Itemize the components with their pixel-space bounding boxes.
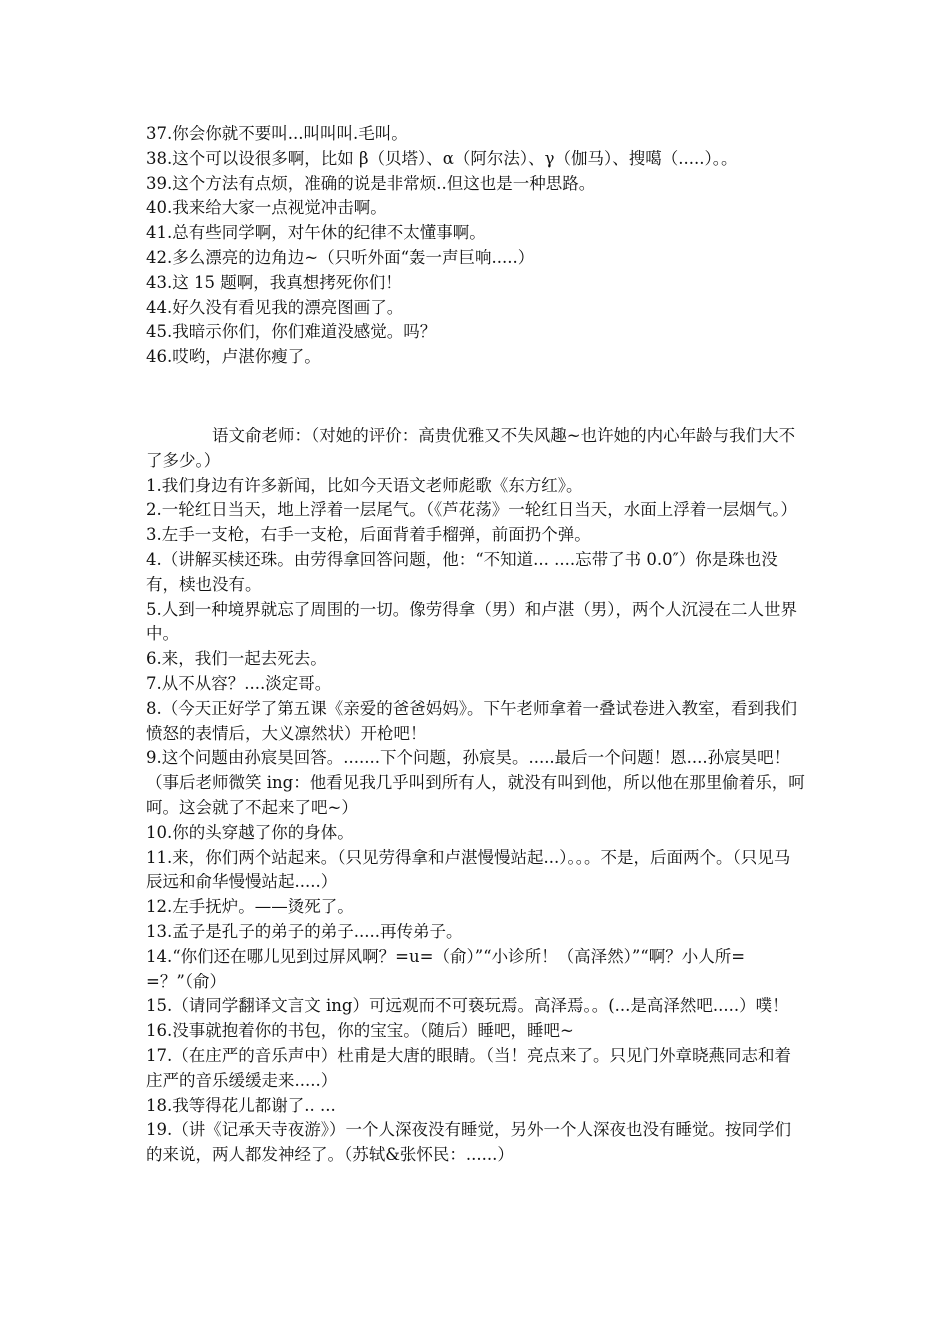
quote-line: 7.从不从容？....淡定哥。 <box>146 673 332 693</box>
quote-line: 1.我们身边有许多新闻，比如今天语文老师彪歌《东方红》。 <box>146 475 583 495</box>
quote-line: 4.（讲解买椟还珠。由劳得拿回答问题，他：“不知道... ....忘带了书 0.0″）你是珠也没有，椟也没有。 <box>146 549 778 594</box>
quote-line: 44.好久没有看见我的漂亮图画了。 <box>146 297 404 317</box>
quote-line: 5.人到一种境界就忘了周围的一切。像劳得拿（男）和卢湛（男），两个人沉浸在二人世界中。 <box>146 599 797 644</box>
quote-line: 40.我来给大家一点视觉冲击啊。 <box>146 198 387 218</box>
quote-line: 12.左手抚炉。——烫死了。 <box>146 897 354 917</box>
quote-line: 43.这 15 题啊，我真想拷死你们！ <box>146 272 402 292</box>
quote-line: 3.左手一支枪，右手一支枪，后面背着手榴弹，前面扔个弹。 <box>146 525 591 545</box>
quote-line: 39.这个方法有点烦，准确的说是非常烦..但这也是一种思路。 <box>146 173 596 193</box>
quote-line: 2.一轮红日当天，地上浮着一层尾气。（《芦花荡》一轮红日当天，水面上浮着一层烟气。） <box>146 500 797 520</box>
quote-line: 10.你的头穿越了你的身体。 <box>146 822 354 842</box>
quote-line: 9.这个问题由孙宸昊回答。.......下个问题，孙宸昊。.....最后一个问题！恩....孙宸昊吧！（事后老师微笑 ing：他看见我几乎叫到所有人，就没有叫到他，所以他在那里偷着乐，呵呵。这会就了不起来了吧~） <box>146 748 805 817</box>
quote-line: 11.来，你们两个站起来。（只见劳得拿和卢湛慢慢站起...）。。。不是，后面两个。（只见马辰远和俞华慢慢站起.....） <box>146 847 791 892</box>
quote-line: 41.总有些同学啊，对午休的纪律不太懂事啊。 <box>146 223 486 243</box>
quote-line: 16.没事就抱着你的书包，你的宝宝。（随后）睡吧，睡吧~ <box>146 1021 574 1041</box>
quote-line: 19.（讲《记承天寺夜游》）一个人深夜没有睡觉，另外一个人深夜也没有睡觉。按同学们的来说，两人都发神经了。（苏轼&张怀民：......） <box>146 1120 791 1165</box>
quote-line: 37.你会你就不要叫...叫叫叫.毛叫。 <box>146 124 408 143</box>
section-heading: 语文俞老师：（对她的评价：高贵优雅又不失风趣~也许她的内心年龄与我们大不了多少。） <box>146 426 796 470</box>
quote-line: 45.我暗示你们，你们难道没感觉。吗？ <box>146 322 437 342</box>
quote-list-chinese-teacher <box>146 424 806 1168</box>
quote-line: 17.（在庄严的音乐声中）杜甫是大唐的眼睛。（当！亮点来了。只见门外章晓燕同志和着庄严的音乐缓缓走来.....） <box>146 1045 791 1090</box>
quote-list-math-teacher <box>146 122 806 370</box>
quote-line: 15.（请同学翻译文言文 ing）可远观而不可亵玩焉。高泽焉。。(...是高泽然吧.....）噗！ <box>146 996 789 1016</box>
quote-line: 14.“你们还在哪儿见到过屏风啊？=u=（俞）”“小诊所！（高泽然）”“啊？小人所= =？”（俞） <box>146 946 751 991</box>
quote-line: 38.这个可以设很多啊，比如 β（贝塔）、α（阿尔法）、γ（伽马）、搜噶（.....）。。 <box>146 148 738 168</box>
quote-line: 42.多么漂亮的边角边~（只听外面“轰一声巨响.....） <box>146 247 535 267</box>
quote-line: 6.来，我们一起去死去。 <box>146 649 327 669</box>
quote-line: 46.哎哟，卢湛你瘦了。 <box>146 347 321 367</box>
quote-line: 8.（今天正好学了第五课《亲爱的爸爸妈妈》。下午老师拿着一叠试卷进入教室，看到我们愤怒的表情后，大义凛然状）开枪吧！ <box>146 698 797 743</box>
quote-line: 18.我等得花儿都谢了.. ... <box>146 1095 336 1115</box>
quote-line: 13.孟子是孔子的弟子的弟子.....再传弟子。 <box>146 921 463 941</box>
